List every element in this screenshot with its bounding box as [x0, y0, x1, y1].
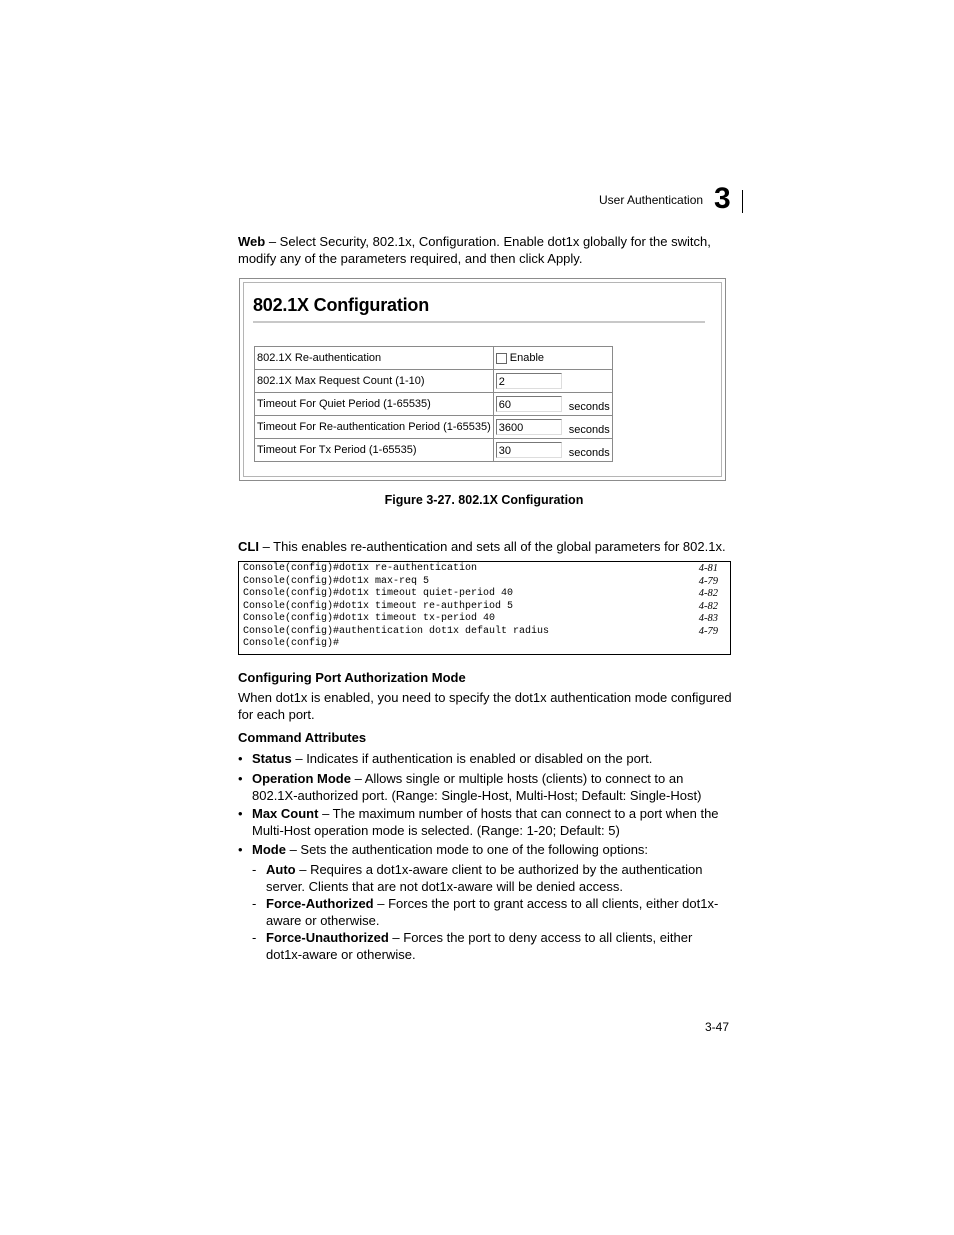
row-label: 802.1X Max Request Count (1-10) — [255, 370, 494, 393]
title-rule — [253, 321, 705, 323]
section-heading: Configuring Port Authorization Mode — [238, 670, 466, 685]
code-line: Console(config)# — [243, 638, 340, 649]
code-line: Console(config)#dot1x max-req 5 — [243, 575, 430, 587]
table-row — [255, 370, 613, 393]
definition: – Allows single or multiple hosts (clients) to connect to an 802.1X-authorized port. (Range: Single-Host, Multi-Host; Default: Single-Host) — [252, 771, 702, 803]
reauth-period-input[interactable]: 3600 — [496, 419, 562, 435]
unit-label: seconds — [568, 424, 610, 436]
table-row — [255, 347, 613, 370]
quiet-period-cell — [493, 393, 612, 416]
dash-icon: - — [252, 862, 257, 877]
code-line: Console(config)#dot1x timeout quiet-period 40 — [243, 588, 514, 599]
definition: – The maximum number of hosts that can connect to a port when the Multi-Host operation mode is selected. (Range: 1-20; Default: 5) — [252, 806, 719, 838]
unit-label: seconds — [568, 447, 610, 459]
code-line: Console(config)#dot1x timeout tx-period 40 — [243, 613, 496, 624]
term: Mode — [252, 842, 286, 857]
web-instructions — [238, 234, 733, 267]
row-label: Timeout For Tx Period (1-65535) — [255, 439, 494, 462]
term: Max Count — [252, 806, 319, 821]
bullet-icon: • — [238, 751, 243, 766]
cli-intro — [238, 539, 733, 556]
definition: – Forces the port to grant access to all clients, either dot1x-aware or otherwise. — [266, 896, 719, 928]
checkbox-label: Enable — [509, 352, 545, 364]
definition: – Requires a dot1x-aware client to be authorized by the authentication server. Clients that are not dot1x-aware will be denied access. — [266, 862, 703, 894]
bullet-icon: • — [238, 806, 243, 821]
definition: – Forces the port to deny access to all clients, either dot1x-aware or otherwise. — [266, 930, 693, 962]
chapter-divider — [742, 190, 743, 213]
config-screenshot — [239, 278, 726, 481]
quiet-period-input[interactable]: 60 — [496, 396, 562, 412]
term: Force-Unauthorized — [266, 930, 389, 945]
code-ref: 4-83 — [698, 613, 718, 624]
max-request-input[interactable]: 2 — [496, 373, 562, 389]
code-line: Console(config)#dot1x re-authentication — [243, 563, 478, 574]
definition: – Sets the authentication mode to one of the following options: — [285, 842, 649, 857]
unit-label: seconds — [568, 401, 610, 413]
tx-period-cell — [493, 439, 612, 462]
cli-text: – This enables re-authentication and sets all of the global parameters for 802.1x. — [258, 539, 726, 554]
page-number: 3-47 — [705, 1020, 730, 1034]
code-line: Console(config)#dot1x timeout re-authperiod 5 — [243, 600, 514, 612]
term: Force-Authorized — [266, 896, 374, 911]
row-label: Timeout For Re-authentication Period (1-65535) — [255, 416, 494, 439]
reauth-enable-checkbox[interactable] — [496, 353, 507, 364]
term: Auto — [266, 862, 296, 877]
web-text: – Select Security, 802.1x, Configuration. Enable dot1x globally for the switch, modify any of the parameters required, and then click Apply. — [238, 234, 711, 266]
section-body: When dot1x is enabled, you need to specify the dot1x authentication mode configured for each port. — [238, 690, 732, 722]
term: Status — [252, 751, 292, 766]
tx-period-input[interactable]: 30 — [496, 442, 562, 458]
dash-icon: - — [252, 896, 257, 911]
cli-lead: CLI — [238, 539, 259, 554]
attributes-heading: Command Attributes — [238, 730, 367, 745]
code-ref: 4-79 — [698, 575, 718, 587]
code-line: Console(config)#authentication dot1x default radius — [243, 625, 550, 637]
dash-icon: - — [252, 930, 257, 945]
cli-code-box — [238, 561, 731, 655]
table-row — [255, 416, 613, 439]
bullet-icon: • — [238, 842, 243, 857]
figure-caption: Figure 3-27. 802.1X Configuration — [384, 493, 584, 507]
table-row — [255, 393, 613, 416]
web-lead: Web — [238, 234, 266, 249]
config-table — [254, 346, 613, 462]
code-ref: 4-82 — [698, 588, 718, 599]
reauth-cell — [493, 347, 612, 370]
screenshot-panel — [243, 282, 722, 477]
screenshot-title: 802.1X Configuration — [253, 295, 430, 315]
row-label: 802.1X Re-authentication — [255, 347, 494, 370]
chapter-number: 3 — [714, 182, 731, 215]
bullet-icon: • — [238, 771, 243, 786]
code-ref: 4-82 — [698, 600, 718, 612]
table-row — [255, 439, 613, 462]
reauth-period-cell — [493, 416, 612, 439]
term: Operation Mode — [252, 771, 351, 786]
max-request-cell — [493, 370, 612, 393]
definition: – Indicates if authentication is enabled or disabled on the port. — [291, 751, 653, 766]
code-ref: 4-79 — [698, 625, 718, 637]
code-ref: 4-81 — [698, 563, 718, 574]
running-header: User Authentication — [599, 193, 704, 207]
row-label: Timeout For Quiet Period (1-65535) — [255, 393, 494, 416]
